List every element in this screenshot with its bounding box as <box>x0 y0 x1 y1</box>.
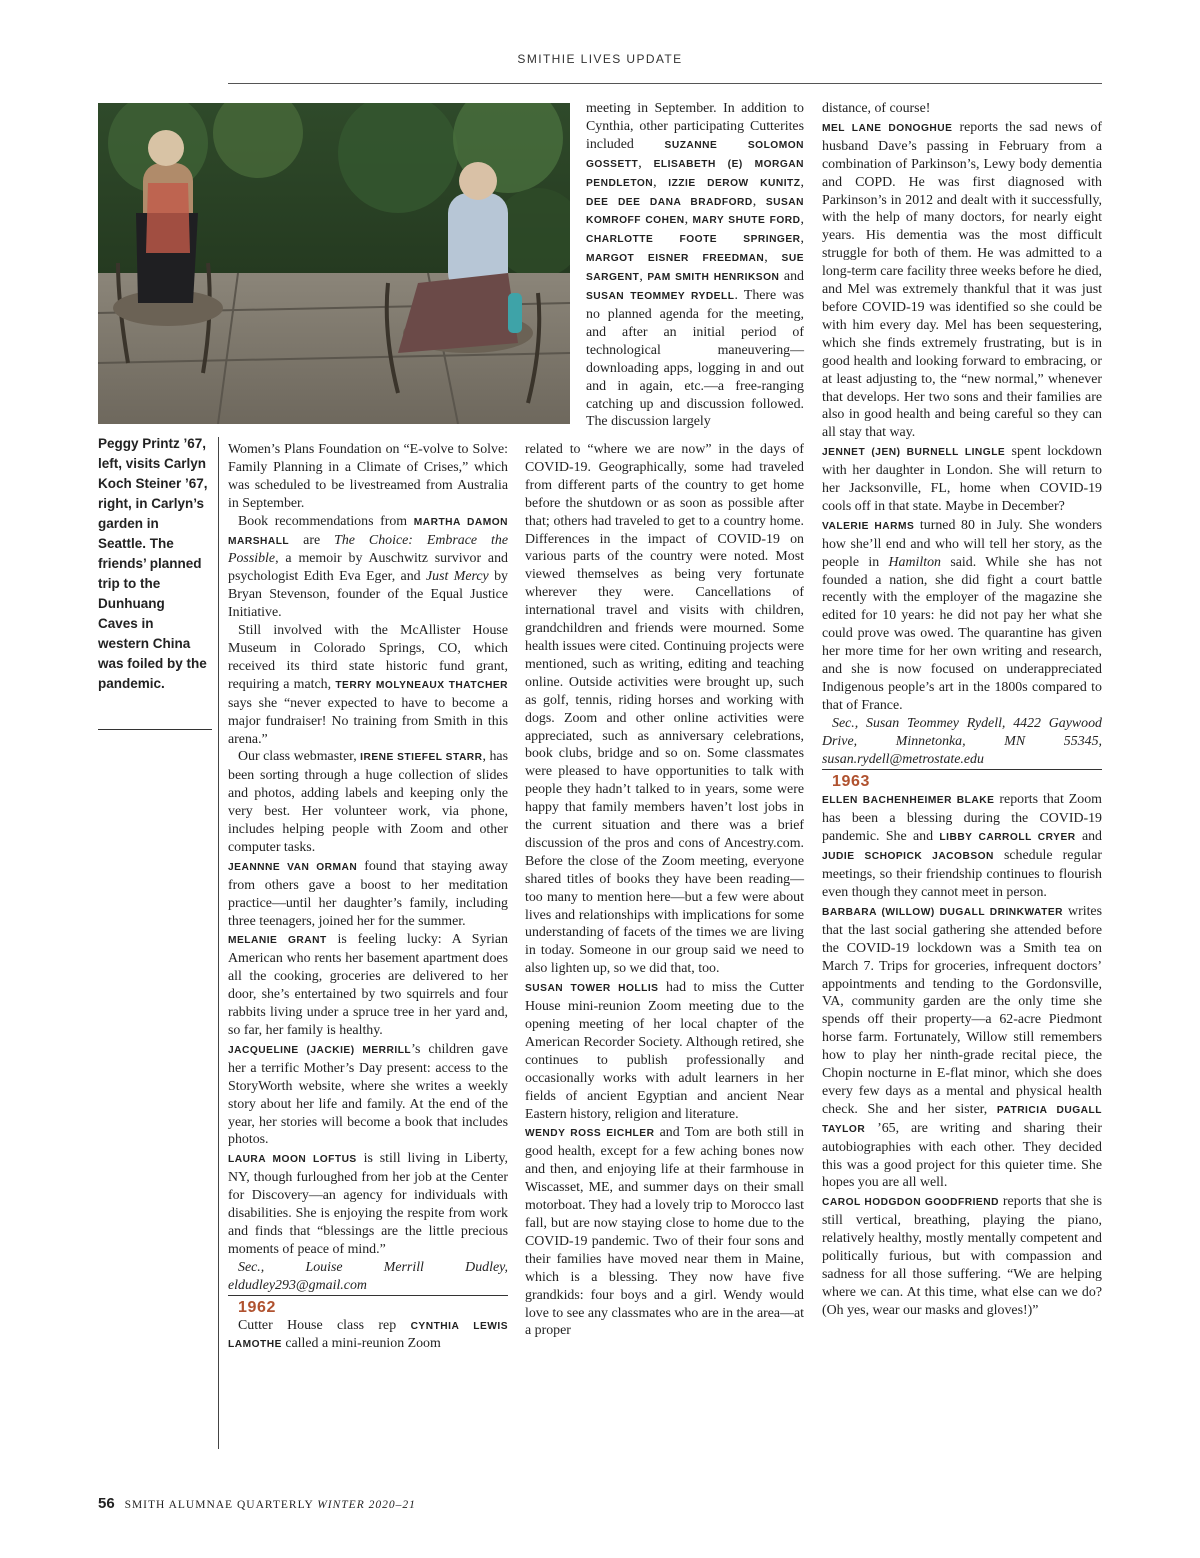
classmate-name: BARBARA (WILLOW) DUGALL DRINKWATER <box>822 906 1064 918</box>
classmate-name: ELISABETH (E) MORGAN PENDLETON <box>586 158 804 189</box>
page-footer <box>98 1495 416 1512</box>
classmate-name: MARTHA DAMON MARSHALL <box>228 516 508 547</box>
magazine-name: SMITH ALUMNAE QUARTERLY <box>124 1499 314 1511</box>
classmate-name: MARGOT EISNER FREEDMAN <box>586 253 765 265</box>
classmate-name: JENNET (JEN) BURNELL LINGLE <box>822 447 1006 459</box>
paragraph: Still involved with the McAllister House Museum in Colorado Springs, CO, which received its third state historic fund grant, requiring a match, TERRY MOLYNEAUX THATCHER says she “never expected to have to become a major fundraiser! No training from Smith in this arena.” <box>228 623 508 747</box>
column-b-top <box>586 100 804 431</box>
paragraph: meeting in September. In addition to Cynthia, other participating Cutterites included SUZANNE SOLOMON GOSSETT, ELISABETH (E) MORGAN PENDLETON, IZZIE DEROW KUNITZ, DEE DEE DANA BRADFORD, SUSAN KOMROFF COHEN, MARY SHUTE FORD, CHARLOTTE FOOTE SPRINGER, MARGOT EISNER FREEDMAN, SUE SARGENT, PAM SMITH HENRIKSON and SUSAN TEOMMEY RYDELL. There was no planned agenda for the meeting, and after an initial period of technological maneuvering—downloading apps, logging in and out and in again, etc.—a free-ranging catching up and discussion followed. The discussion largely <box>586 101 805 430</box>
classmate-name: SUZANNE SOLOMON GOSSETT <box>586 139 804 170</box>
header-rule <box>228 83 1102 84</box>
paragraph: MELANIE GRANT is feeling lucky: A Syrian American who rents her basement apartment does all the cooking, groceries are delivered to her door, she’s entertained by two squirrels and four rabbits living under a spruce tree in her yard and, so far, her family is healthy. <box>228 932 508 1038</box>
classmate-name: ELLEN BACHENHEIMER BLAKE <box>822 795 995 807</box>
issue-date: WINTER 2020–21 <box>317 1499 416 1511</box>
classmate-name: CAROL HODGDON GOODFRIEND <box>822 1197 999 1209</box>
paragraph: Our class webmaster, IRENE STIEFEL STARR, has been sorting through a huge collection of slides and photos, adding labels and keeping only the very best. Her volunteer work, via phone, includes helping people with Zoom and other computer tasks. <box>228 749 508 855</box>
classmate-name: MARY SHUTE FORD <box>692 215 801 227</box>
classmate-name: SUE SARGENT <box>586 253 804 284</box>
classmate-name: LIBBY CARROLL CRYER <box>939 832 1076 844</box>
paragraph: ELLEN BACHENHEIMER BLAKE reports that Zoom has been a blessing during the COVID-19 pandemic. She and LIBBY CARROLL CRYER and JUDIE SCHOPICK JACOBSON schedule regular meetings, so their friendship continues to flourish even though they cannot meet in person. <box>822 792 1102 900</box>
column-rule <box>218 437 219 1449</box>
classmate-name: CYNTHIA LEWIS LAMOTHE <box>228 1320 508 1351</box>
classmate-name: SUSAN KOMROFF COHEN <box>586 196 804 227</box>
class-year-heading: 1963 <box>822 769 1102 791</box>
page-number: 56 <box>98 1495 115 1512</box>
paragraph: Women’s Plans Foundation on “E-volve to Solve: Family Planning in a Climate of Crises,” which was scheduled to be livestreamed from Australia in September. <box>228 442 508 511</box>
classmate-name: IRENE STIEFEL STARR <box>360 752 483 764</box>
classmate-name: SUSAN TEOMMEY RYDELL <box>586 291 735 303</box>
show-title: Hamilton <box>888 554 941 570</box>
paragraph: SUSAN TOWER HOLLIS had to miss the Cutter House mini-reunion Zoom meeting due to the opening meeting of her local chapter of the American Recorder Society. Although retired, she continues to publish professionally and occasionally works with adult learners in her fields of ancient Egyptian and ancient Near Eastern history, religion and literature. <box>525 980 805 1122</box>
book-title: Just Mercy <box>426 569 489 585</box>
classmate-name: WENDY ROSS EICHLER <box>525 1128 655 1140</box>
classmate-name: DEE DEE DANA BRADFORD <box>586 196 753 208</box>
classmate-name: PATRICIA DUGALL TAYLOR <box>822 1104 1102 1135</box>
classmate-name: MELANIE GRANT <box>228 935 327 947</box>
section-header: SMITHIE LIVES UPDATE <box>517 52 683 66</box>
paragraph: LAURA MOON LOFTUS is still living in Liberty, NY, though furloughed from her job at the Center for Discovery—an agency for individuals with disabilities. She is enjoying the respite from work and finds that “blessings are the little precious moments of peace of mind.” <box>228 1151 508 1257</box>
class-secretary: Sec., Susan Teommey Rydell, 4422 Gaywood Drive, Minnetonka, MN 55345, susan.rydell@metrostate.edu <box>822 715 1102 767</box>
classmate-name: MEL LANE DONOGHUE <box>822 122 953 134</box>
garden-photo <box>98 103 570 424</box>
photo <box>98 103 570 424</box>
paragraph: MEL LANE DONOGHUE reports the sad news of husband Dave’s passing in February from a combination of Parkinson’s, Lewy body dementia and COPD. He was first diagnosed with Parkinson’s in 2012 and dealt with it successfully, with the help of many doctors, for nearly eight years. His dementia was the most difficult struggle for both of them. He was admitted to a long-term care facility three weeks before he died, and Mel was extremely thankful that it was just before COVID-19 was identified so she could be with him every day. Mel has been sequestering, which she finds extremely frustrating, but is in good health and looking forward to embracing, or at least adjusting to, the “new normal,” whenever that develops. Her two sons and their families are also in good health and being careful so they can all stay that way. <box>822 119 1102 441</box>
classmate-name: LAURA MOON LOFTUS <box>228 1154 357 1166</box>
classmate-name: CHARLOTTE FOOTE SPRINGER <box>586 234 801 246</box>
paragraph: JACQUELINE (JACKIE) MERRILL’s children gave her a terrific Mother’s Day present: access to the StoryWorth website, where she writes a weekly story about her life and family. At the end of the year, her stories will become a book that includes photos. <box>228 1041 508 1148</box>
class-secretary: Sec., Louise Merrill Dudley, eldudley293@gmail.com <box>228 1259 508 1293</box>
classmate-name: IZZIE DEROW KUNITZ <box>668 177 801 189</box>
photo-caption: Peggy Printz ’67, left, visits Carlyn Koch Steiner ’67, right, in Carlyn’s garden in Seattle. The friends’ planned trip to the Dunhuang Caves in western China was foiled by the pandemic. <box>98 436 208 691</box>
paragraph: distance, of course! <box>822 101 931 116</box>
column-b <box>525 441 804 1340</box>
classmate-name: SUSAN TOWER HOLLIS <box>525 983 659 995</box>
paragraph: WENDY ROSS EICHLER and Tom are both still in good health, except for a few aching bones now and then, and enjoying life at their farmhouse in Wiscasset, ME, and summer days on their small motorboat. They had a lovely trip to Morocco last fall, but are now staying close to home due to the COVID-19 pandemic. Two of their four sons and their families have moved near them in Maine, which is a blessing. They now have five grandkids: four boys and a girl. Wendy would love to see any classmates who are in the area—at a proper <box>525 1125 804 1339</box>
classmate-name: JUDIE SCHOPICK JACOBSON <box>822 851 994 863</box>
paragraph: JEANNNE VAN ORMAN found that staying away from others gave a boost to her meditation practice—until her daughter’s family, including three teenagers, joined her for the summer. <box>228 858 508 929</box>
classmate-name: JACQUELINE (JACKIE) MERRILL <box>228 1044 412 1056</box>
column-c <box>822 100 1102 1320</box>
class-year-heading: 1962 <box>228 1295 508 1317</box>
paragraph: VALERIE HARMS turned 80 in July. She wonders how she’ll end and who will tell her story, as the people in Hamilton said. While she has not founded a nation, she did fight a court battle recently with the employer of the magazine she edited for 10 years: he did not pay her what she could prove was owed. The quarantine has given her more time for her own writing and research, and she is now focused on underappreciated Indigenous people’s art in the 1800s compared to that of France. <box>822 517 1103 713</box>
caption-rule <box>98 729 212 730</box>
classmate-name: JEANNNE VAN ORMAN <box>228 861 358 873</box>
paragraph: Book recommendations from MARTHA DAMON MARSHALL are The Choice: Embrace the Possible, a memoir by Auschwitz survivor and psychologist Edith Eva Eger, and Just Mercy by Bryan Stevenson, founder of the Equal Justice Initiative. <box>228 513 509 621</box>
paragraph: JENNET (JEN) BURNELL LINGLE spent lockdown with her daughter in London. She will return to her Jacksonville, FL, home when COVID-19 cools off in that state. Maybe in December? <box>822 444 1102 514</box>
paragraph: related to “where we are now” in the days of COVID-19. Geographically, some had traveled from different parts of the country to get home before the shutdown or as soon as possible after that; others had traveled to get to a country home. Differences in the impact of COVID-19 on various parts of the country were noted. Most viewed themselves as being very fortunate wherever they were. Cancellations of international travel and visits with children, grandchildren and friends were mourned. Some health issues were cited. Continuing projects were mentioned, such as writing, editing and teaching online. Outside activities were brought up, such as golf, tennis, riding horses and working with dogs. Zoom and other online activities were appreciated, such as anniversary celebrations, book clubs, bridge and so on. Some classmates were pleased to have opportunities to talk with people they hadn’t talked to in years, some were happy that family members haven’t lost jobs in the current situation and there was a brief discussion of the pros and cons of Ancestry.com. Before the close of the Zoom meeting, everyone shared titles of books they have been reading—too many to mention here—but a few were about lives and relationships with implications for some understanding of facets of the times we are living in today. Someone in our group said we need to also lighten up, so we did that, too. <box>525 442 804 977</box>
classmate-name: PAM SMITH HENRIKSON <box>647 272 780 284</box>
column-a <box>228 441 508 1354</box>
paragraph: BARBARA (WILLOW) DUGALL DRINKWATER writes that the last social gathering she attended before the COVID-19 lockdown was a Smith tea on March 7. Trips for groceries, infrequent doctors’ appointments and tending to the Gordonsville, VA, community garden are the only time she spends off their property—a 62-acre Piedmont horse farm. Fortunately, Willow still remembers how to play her ninth-grade recital piece, the Chopin nocturne in E-flat minor, which she does every few days as a mental and physical health check. She and her sister, PATRICIA DUGALL TAYLOR ’65, are writing and sharing their autobiographies with each other. They decided this was a good project for this quieter time. She hopes you are all well. <box>822 903 1103 1191</box>
paragraph: Cutter House class rep CYNTHIA LEWIS LAMOTHE called a mini-reunion Zoom <box>228 1317 508 1352</box>
paragraph: CAROL HODGDON GOODFRIEND reports that she is still vertical, breathing, playing the piano, relatively healthy, mostly mentally competent and politically furious, but with compassion and sadness for all those suffering. “We are helping where we can. At this time, what else can we do? (Oh yes, wear our masks and gloves!)” <box>822 1194 1102 1318</box>
book-title: The Choice: Embrace the Possible <box>228 532 509 567</box>
classmate-name: TERRY MOLYNEAUX THATCHER <box>335 679 508 691</box>
classmate-name: VALERIE HARMS <box>822 520 915 532</box>
